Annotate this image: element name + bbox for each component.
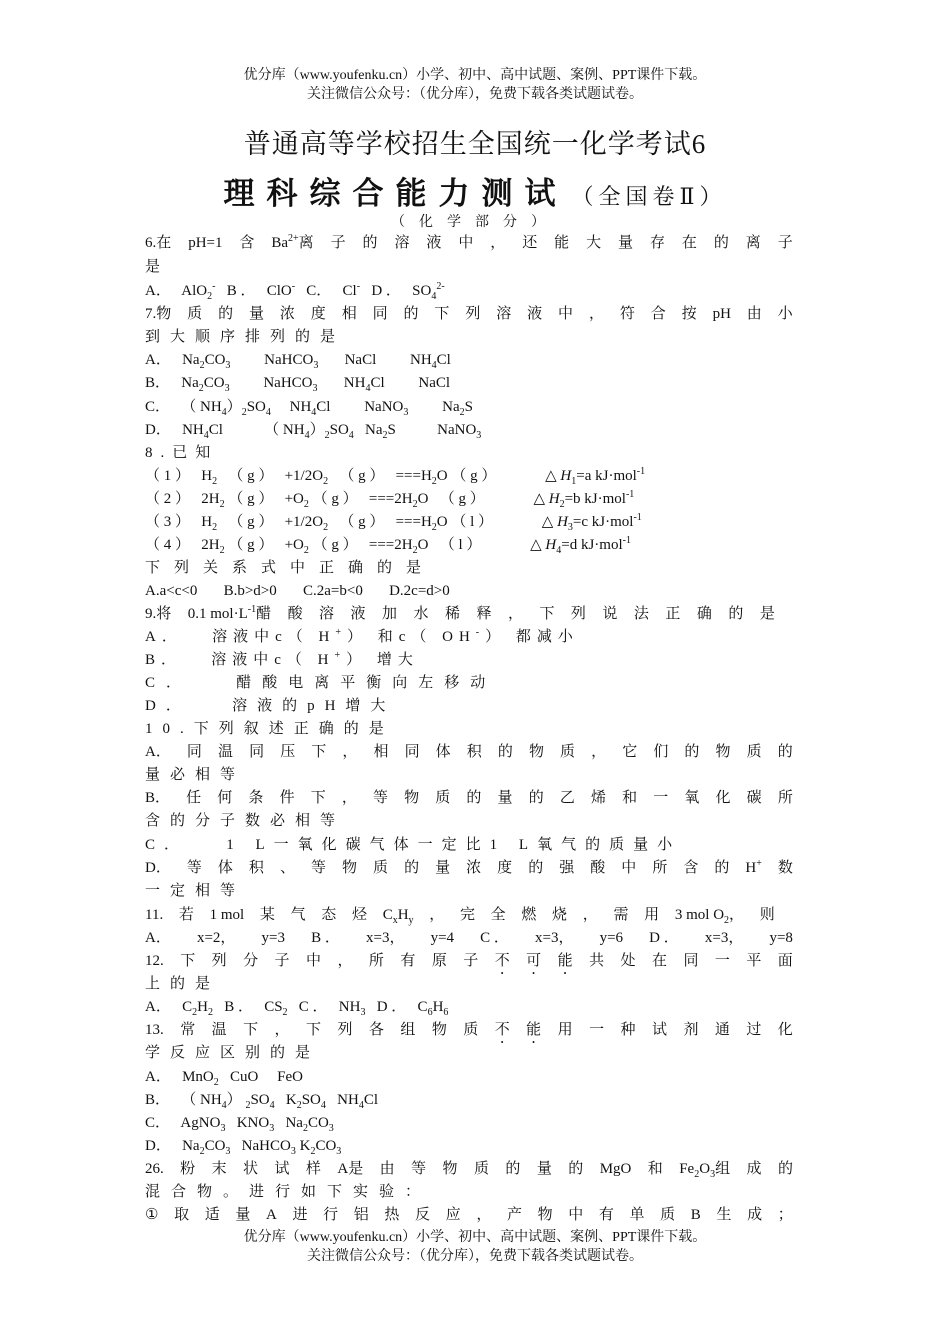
q7-stem-cont: 到大顺序排列的是 [145, 329, 346, 345]
header-line-1: 优分库（www.youfenku.cn）小学、初中、高中试题、案例、PPT课件下载。 [243, 68, 707, 83]
q26-step-1: ① 取 适 量 A 进 行 铝 热 反 应 ， 产 物 中 有 单 质 B 生 成 ； [145, 1207, 793, 1223]
q7-option-b: B． $Na_2CO_3$ NaHCO$_3$ $NH_4Cl$ NaCl [145, 375, 451, 394]
q13-option-c: C． AgNO$_3$ $KNO_3$ $Na_2CO_3$ [145, 1115, 334, 1134]
q10-option-a-cont: 量必相等 [145, 767, 246, 783]
q7-option-a: A． $Na_2CO_3$ NaHCO$_3$ NaCl $NH_4Cl$ [145, 352, 451, 371]
q8-stem: 8.已知 [145, 445, 219, 461]
q13-stem-cont: 学反应区别的是 [145, 1045, 321, 1061]
q13-stem: 13. 常 温 下 ， 下 列 各 组 物 质 不 能 用 一 种 试 剂 通 过 化 [145, 1022, 793, 1038]
q10-option-d: D． 等 体 积 、 等 物 质 的 量 浓 度 的 强 酸 中 所 含 的 H+ 数 [145, 858, 793, 876]
footer-line-1: 优分库（www.youfenku.cn）小学、初中、高中试题、案例、PPT课件下载。 [243, 1230, 707, 1245]
q6-stem-cont: 是 [145, 259, 161, 275]
q10-option-c: C． 1 L一氧化碳气体一定比1 L氧气的质量小 [145, 837, 682, 853]
q10-option-b: B． 任 何 条 件 下 ， 等 物 质 的 量 的 乙 烯 和 一 氧 化 碳 所 [145, 790, 793, 806]
q12-stem: 12. 下 列 分 子 中 ， 所 有 原 子 不 可 能 共 处 在 同 一 平 面 [145, 953, 793, 969]
q10-option-d-cont: 一定相等 [145, 883, 246, 899]
q9-option-c: C． 醋酸电离平衡向左移动 [145, 675, 497, 691]
q7-option-c: C． （ $NH_4)_2SO_4$ $NH_4Cl$ NaNO$_3$ $Na_2S$ [145, 399, 473, 418]
q12-stem-cont: 上的是 [145, 976, 221, 992]
q9-stem: 9.将 0.1 $mol\cdot L^{-1}$醋 酸 溶 液 加 水 稀 释 ， 下 列 说 法 正 确 的 是 [145, 604, 775, 622]
subtitle-main: 理科综合能力测试 [223, 176, 568, 212]
q6-stem: 6.在 pH=1 含 $Ba^{2+}$离 子 的 溶 液 中 ， 还 能 大 量 存 在 的 离 子 [145, 233, 793, 251]
q8-eq-4: （ 4 ） $2H_2$ （ g ） $+O_2$ （ g ） $===2H_2O$ （ l ） △ $H_4=d$ kJ·mol$^{-1}$ [145, 535, 631, 556]
q8-question: 下列关系式中正确的是 [145, 560, 436, 576]
section-label: （化学部分） [391, 215, 559, 230]
q26-stem-cont: 混合物。进行如下实验： [145, 1184, 432, 1200]
q13-option-a: A． MnO$_2$ CuO FeO [145, 1069, 303, 1088]
header-line-2: 关注微信公众号：（优分库），免费下载各类试题试卷。 [307, 87, 643, 102]
subtitle-paren: （全国卷Ⅱ） [571, 184, 727, 209]
q8-options: A.a<c<0 B.b>d>0 C.2a=b<0 D.2c=d>0 [145, 583, 450, 599]
q13-option-d: D． $Na_2CO_3$ NaHCO$_3$ $K_2CO_3$ [145, 1138, 342, 1157]
q11-options: A． x=2， y=3 B ． x=3， y=4 C ． x=3， y=6 D ． x=3， y=8 [145, 930, 793, 946]
footer-line-2: 关注微信公众号：（优分库），免费下载各类试题试卷。 [307, 1249, 643, 1264]
q9-option-a: A． 溶液中c（ H+） 和c（ OH-） 都减小 [145, 627, 579, 645]
page-subtitle [0, 168, 950, 213]
q10-option-b-cont: 含的分子数必相等 [145, 813, 346, 829]
q7-stem: 7.物 质 的 量 浓 度 相 同 的 下 列 溶 液 中 ， 符 合 按 pH 由 小 [145, 306, 793, 322]
q8-eq-3: （ 3 ） $H_2$ （ g ） $+1/2O_2$ （ g ） $===H_2O$ （ l ） △ $H_3=c$ kJ·mol$^{-1}$ [145, 512, 642, 533]
q13-option-b: B． （ $NH_4$） $_2SO_4$ $K_2SO_4$ $NH_4Cl$ [145, 1092, 379, 1111]
q10-option-a: A． 同 温 同 压 下 ， 相 同 体 积 的 物 质 ， 它 们 的 物 质 的 [145, 744, 793, 760]
q6-options: A． AlO$_2$- B ． ClO- C． Cl- D ． $SO_4^{2-}$ [145, 281, 445, 302]
q9-option-d: D． 溶液的pH增大 [145, 698, 396, 714]
q12-options: A． $C_2H_2$ B ． $CS_2$ C ． $NH_3$ D ． $C_6H_6$ [145, 999, 449, 1018]
q8-eq-1: （ 1 ） $H_2$ （ g ） $+1/2O_2$ （ g ） $===H_2O$ （ g ） △ $H_1=a$ kJ·mol$^{-1}$ [145, 466, 646, 487]
q7-option-d: D． $NH_4Cl$ （ $NH_4)_2SO_4$ $Na_2S$ NaNO$_3$ [145, 422, 482, 441]
q8-eq-2: （ 2 ） $2H_2$ （ g ） $+O_2$ （ g ） $===2H_2O$ （ g ） △ $H_2=b$ kJ·mol$^{-1}$ [145, 489, 635, 510]
q9-option-b: B． 溶液中c（ H+） 增大 [145, 650, 419, 668]
q26-stem: 26. 粉 末 状 试 样 A是 由 等 物 质 的 量 的 MgO 和 $Fe_2O_3$组 成 的 [145, 1161, 793, 1180]
page-title: 普通高等学校招生全国统一化学考试6 [243, 129, 707, 159]
q11-stem: 11. 若 1 mol 某 气 态 烃 $C_xH_y$ ， 完 全 燃 烧 ， 需 用 3 mol $O_2$， 则 [145, 907, 775, 926]
q10-stem: 10.下列叙述正确的是 [145, 721, 394, 737]
